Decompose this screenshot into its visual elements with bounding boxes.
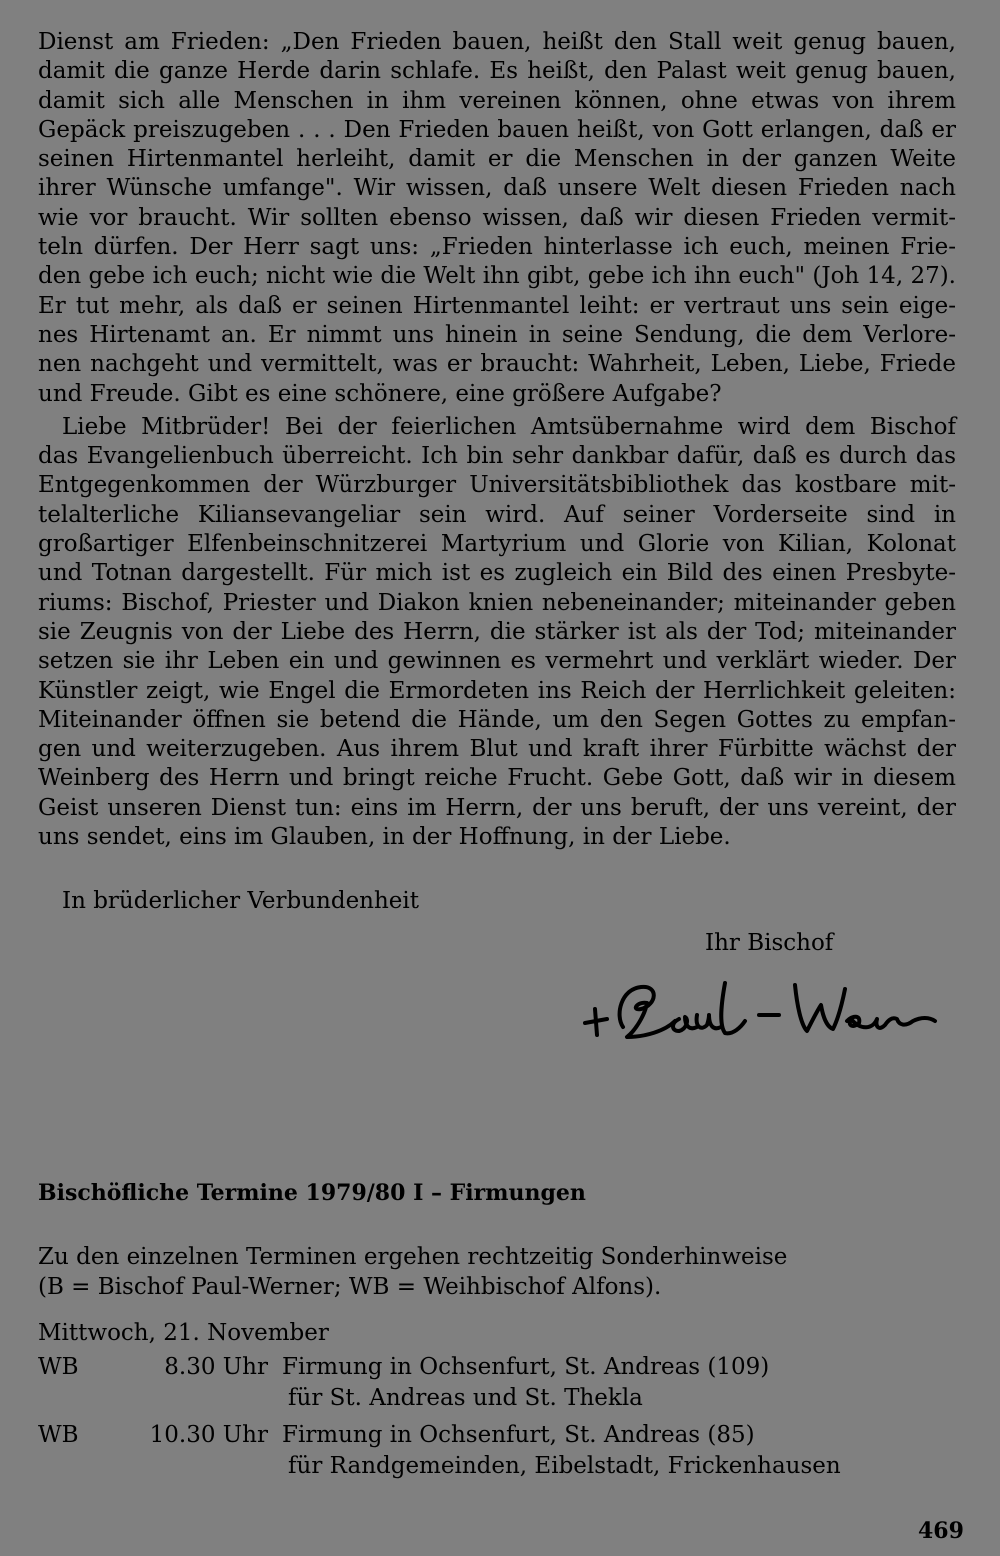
schedule-date: Mittwoch, 21. November	[38, 1320, 329, 1346]
text-line: damit sich alle Menschen in ihm vereinen können, ohne etwas von ihrem	[38, 87, 956, 114]
text-line: das Evangelienbuch überreicht. Ich bin sehr dankbar dafür, daß es durch das	[38, 443, 956, 470]
schedule-title: Bischöfliche Termine 1979/80 I – Firmungen	[38, 1180, 586, 1206]
entry-who: WB	[38, 1354, 79, 1380]
text-line: nen nachgeht und vermittelt, was er braucht: Wahrheit, Leben, Liebe, Friede	[38, 351, 956, 378]
schedule-intro	[38, 1242, 787, 1302]
text-line: den gebe ich euch; nicht wie die Welt ihn gibt, gebe ich ihn euch" (Joh 14, 27).	[38, 263, 956, 290]
entry-time: 8.30 Uhr	[164, 1354, 268, 1380]
entry-time: 10.30 Uhr	[149, 1422, 268, 1448]
text-line: Er tut mehr, als daß er seinen Hirtenmantel leiht: er vertraut uns sein eige-	[38, 292, 956, 319]
text-line: uns sendet, eins im Glauben, in der Hoffnung, in der Liebe.	[38, 824, 731, 851]
text-line: telalterliche Kiliansevangeliar sein wird. Auf seiner Vorderseite sind in	[38, 501, 956, 528]
letter-body	[38, 28, 956, 852]
intro-line: Zu den einzelnen Terminen ergehen rechtzeitig Sonderhinweise	[38, 1244, 788, 1270]
entry-description-2: für Randgemeinden, Eibelstadt, Frickenhausen	[288, 1453, 841, 1479]
paragraph-evangeliar	[38, 413, 956, 852]
text-line: Geist unseren Dienst tun: eins im Herrn, der uns beruft, der uns vereint, der	[38, 794, 956, 821]
text-line: großartiger Elfenbeinschnitzerei Martyrium und Glorie von Kilian, Kolonat	[38, 531, 956, 558]
intro-line: (B = Bischof Paul-Werner; WB = Weihbischof Alfons).	[38, 1274, 662, 1300]
text-line: teln dürfen. Der Herr sagt uns: „Frieden hinterlasse ich euch, meinen Frie-	[38, 234, 956, 261]
page-number: 469	[918, 1518, 964, 1544]
text-line: Künstler zeigt, wie Engel die Ermordeten ins Reich der Herrlichkeit geleiten:	[38, 677, 956, 704]
text-line: gen und weiterzugeben. Aus ihrem Blut und kraft ihrer Fürbitte wächst der	[38, 736, 956, 763]
text-line: sie Zeugnis von der Liebe des Herrn, die stärker ist als der Tod; miteinander	[38, 618, 956, 645]
text-line: wie vor braucht. Wir sollten ebenso wissen, daß wir diesen Frieden vermit-	[38, 204, 956, 231]
text-line: nes Hirtenamt an. Er nimmt uns hinein in seine Sendung, die dem Verlore-	[38, 321, 956, 348]
text-line: seinen Hirtenmantel herleiht, damit er die Menschen in der ganzen Weite	[38, 146, 956, 173]
entry-description: Firmung in Ochsenfurt, St. Andreas (109)	[282, 1354, 770, 1380]
text-line: ihrer Wünsche umfange". Wir wissen, daß unsere Welt diesen Frieden nach	[38, 175, 956, 202]
entry-description: Firmung in Ochsenfurt, St. Andreas (85)	[282, 1422, 755, 1448]
handwritten-signature	[575, 975, 955, 1045]
text-line: damit die ganze Herde darin schlafe. Es heißt, den Palast weit genug bauen,	[38, 58, 956, 85]
text-line: Dienst am Frieden: „Den Frieden bauen, heißt den Stall weit genug bauen,	[38, 29, 956, 55]
text-line: und Totnan dargestellt. Für mich ist es zugleich ein Bild des einen Presbyte-	[38, 560, 956, 587]
text-line: und Freude. Gibt es eine schönere, eine größere Aufgabe?	[38, 380, 722, 407]
text-line: riums: Bischof, Priester und Diakon knien nebeneinander; miteinander geben	[38, 589, 956, 616]
text-line: Miteinander öffnen sie betend die Hände, um den Segen Gottes zu empfan-	[38, 706, 956, 733]
signoff: Ihr Bischof	[705, 930, 834, 956]
entry-description-2: für St. Andreas und St. Thekla	[288, 1385, 643, 1411]
entry-who: WB	[38, 1422, 79, 1448]
text-line: Entgegenkommen der Würzburger Universitätsbibliothek das kostbare mit-	[38, 472, 956, 499]
text-line: Gepäck preiszugeben . . . Den Frieden bauen heißt, von Gott erlangen, daß er	[38, 116, 956, 143]
text-line: setzen sie ihr Leben ein und gewinnen es vermehrt und verklärt wieder. Der	[38, 648, 956, 675]
text-line: Weinberg des Herrn und bringt reiche Frucht. Gebe Gott, daß wir in diesem	[38, 765, 956, 792]
paragraph-peace	[38, 28, 956, 409]
closing-salutation: In brüderlicher Verbundenheit	[62, 888, 420, 914]
text-line: Liebe Mitbrüder! Bei der feierlichen Amtsübernahme wird dem Bischof	[62, 413, 956, 440]
